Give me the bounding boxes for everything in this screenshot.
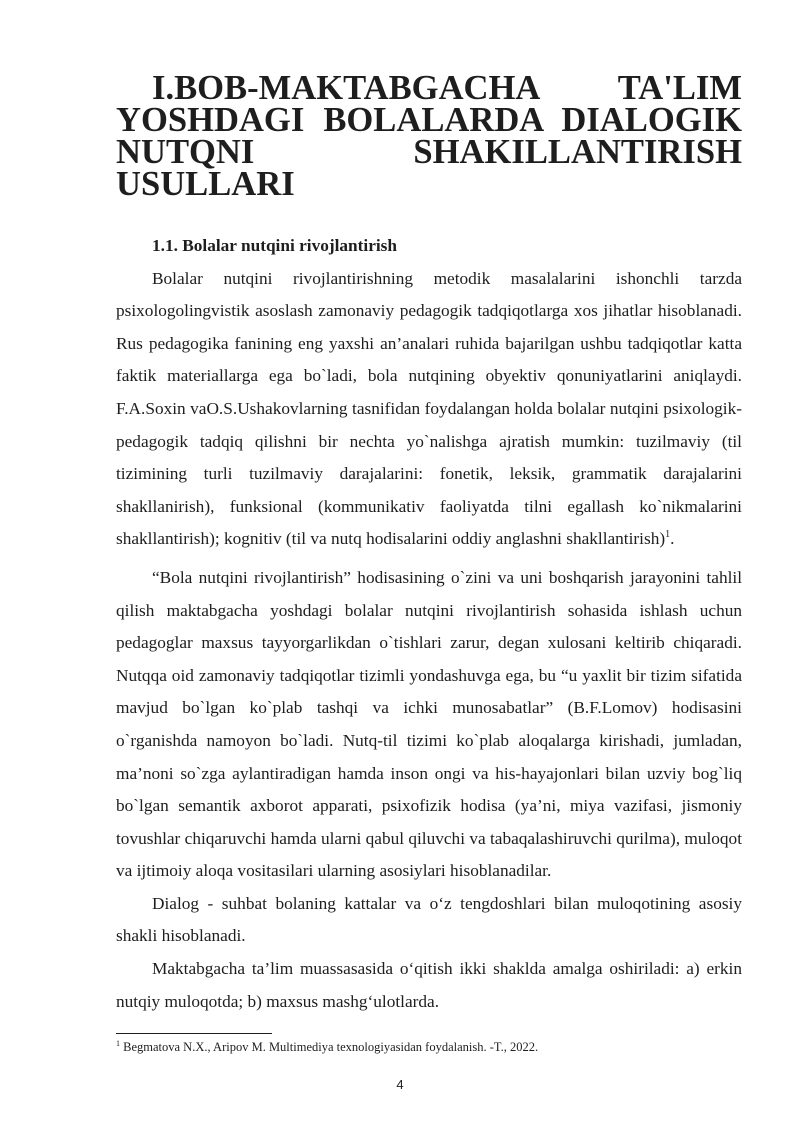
footnote-text: Begmatova N.X., Aripov M. Multimediya texnologiyasidan foydalanish. -T., 2022. — [120, 1040, 539, 1054]
section-title — [116, 230, 742, 263]
paragraph-3: Dialog - suhbat bolaning kattalar va o‘z tengdoshlari bilan muloqotining asosiy shakli hisoblanadi. — [116, 893, 742, 946]
footnote — [116, 1039, 538, 1055]
section-title-text: 1.1. Bolalar nutqini rivojlantirish — [152, 236, 398, 255]
paragraph-4: Maktabgacha ta’lim muassasasida o‘qitish ikki shaklda amalga oshiriladi: a) erkin nutqiy muloqotda; b) maxsus mashg‘ulotlarda. — [116, 959, 742, 1011]
paragraph-2: “Bola nutqini rivojlantirish” hodisasining o`zini va uni boshqarish jarayonini tahlil qilish maktabgacha yoshdagi bolalar nutqini rivojlantirish sohasida ishlash uchun pedagoglar maxsus tayyorgarlikdan o`tishlari zarur, degan xulosani keltirib chiqaradi. Nutqqa oid zamonaviy tadqiqotlar tizimli yondashuvga ega, bu “u yaxlit bir tizim sifatida mavjud bo`lgan ko`plab tashqi va ichki munosabatlar” (B.F.Lomov) hodisasini o`rganishda namoyon bo`ladi. Nutq-til tizimi ko`plab aloqalarga kirishadi, jumladan, ma’noni so`zga aylantiradigan hamda inson ongi va his-hayajonlari bilan uzviy bog`liq bo`lgan semantik axborot apparati, psixofizik hodisa (ya’ni, miya vazifasi, jismoniy tovushlar chiqaruvchi hamda ularni qabul qiluvchi va tabaqalashiruvchi qurilma), muloqot va ijtimoiy aloqa vositasilari ularning asosiylari hisoblanadilar. — [116, 567, 742, 881]
footnote-marker: 1 — [116, 1038, 120, 1048]
paragraph-1-end: . — [670, 529, 675, 549]
paragraph-1 — [116, 263, 742, 556]
footnote-reference: 1 — [665, 529, 671, 541]
chapter-title: I.BOB-MAKTABGACHA TA'LIM YOSHDAGI BOLALARDA DIALOGIK NUTQNI SHAKILLANTIRISH USULLARI — [116, 69, 742, 203]
footnote-divider — [116, 1033, 272, 1034]
paragraph-1-text: Bolalar nutqini rivojlantirishning metodik masalalarini ishonchli tarzda psixologolingvistik asoslash zamonaviy pedagogik tadqiqotlarga xos jihatlar hisoblanadi. Rus pedagogika fanining eng yaxshi an’analari ruhida bajarilgan ushbu tadqiqotlar katta faktik materiallarga ega bo`ladi, bola nutqining obyektiv qonuniyatlarini aniqlaydi. F.A.Soxin vaO.S.Ushakovlarning tasnifidan foydalangan holda bolalar nutqini psixologik-pedagogik tadqiq qilishni bir nechta yo`nalishga ajratish mumkin: tuzilmaviy (til tizimining turli tuzilmaviy darajalarini: fonetik, leksik, grammatik darajalarini shakllanirish), funksional (kommunikativ faoliyatda tilni egallash ko`nikmalarini shakllantirish); kognitiv (til va nutq hodisalarini oddiy anglashni shakllantirish) — [116, 268, 742, 549]
page-number: 4 — [396, 1077, 404, 1092]
